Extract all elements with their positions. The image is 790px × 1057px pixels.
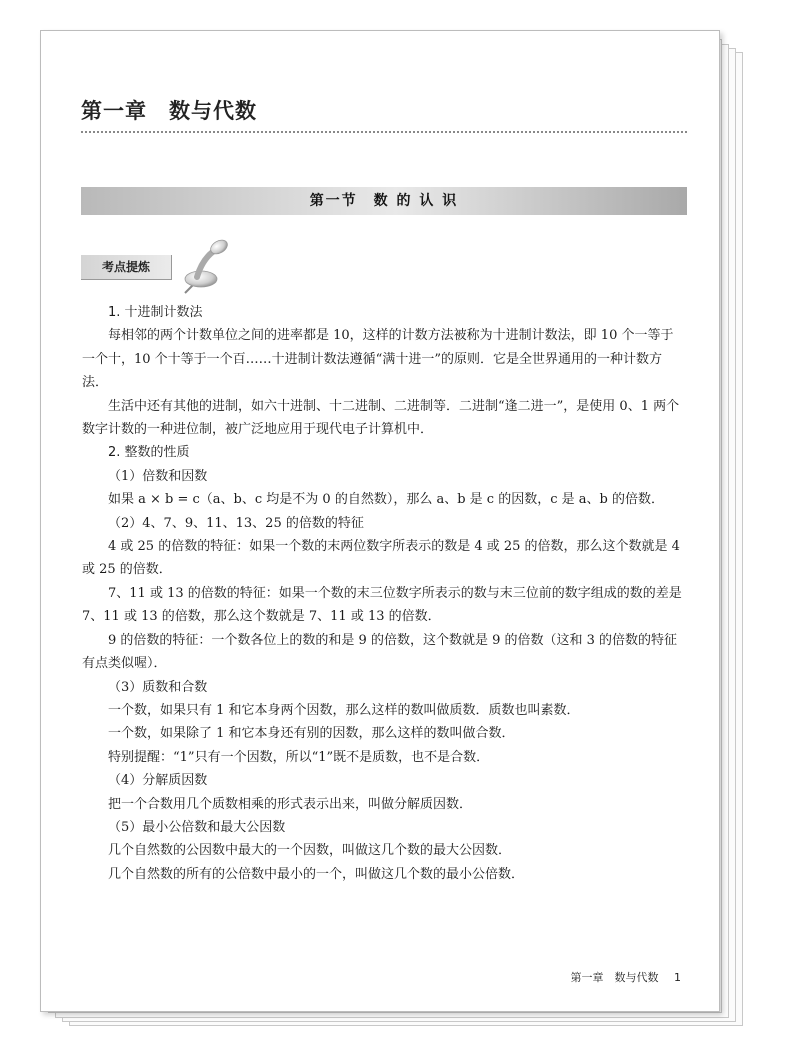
subtopic-heading: （3）质数和合数 bbox=[108, 679, 208, 695]
paragraph: 7、11 或 13 的倍数的特征：如果一个数的末三位数字所表示的数与末三位前的数字组成的数的差是 7、11 或 13 的倍数，那么这个数就是 7、11 或 13 的倍数． bbox=[82, 585, 682, 625]
paragraph: 特别提醒：“1”只有一个因数，所以“1”既不是质数，也不是合数． bbox=[108, 749, 490, 765]
paragraph: 如果 a × b = c（a、b、c 均是不为 0 的自然数），那么 a、b 是 c 的因数，c 是 a、b 的倍数． bbox=[108, 492, 664, 508]
paragraph: 一个数，如果除了 1 和它本身还有别的因数，那么这样的数叫做合数． bbox=[108, 726, 515, 742]
subtopic-heading: （2）4、7、9、11、13、25 的倍数的特征 bbox=[108, 515, 364, 531]
paragraph: 每相邻的两个计数单位之间的进率都是 10，这样的计数方法被称为十进制计数法，即 10 个一等于一个十，10 个十等于一个百……十进制计数法遵循“满十进一”的原则．它是全世界通用的一种计数方法． bbox=[82, 328, 674, 391]
section-banner bbox=[81, 187, 687, 215]
chapter-divider bbox=[81, 131, 687, 133]
section-title: 第一节 数 的 认 识 bbox=[309, 193, 459, 209]
paragraph: 生活中还有其他的进制，如六十进制、十二进制、二进制等．二进制“逢二进一”，是使用 0、1 两个数字计数的一种进位制，被广泛地应用于现代电子计算机中． bbox=[82, 398, 680, 438]
paragraph: 4 或 25 的倍数的特征：如果一个数的末两位数字所表示的数是 4 或 25 的倍数，那么这个数就是 4 或 25 的倍数． bbox=[82, 539, 680, 578]
paragraph: 9 的倍数的特征：一个数各位上的数的和是 9 的倍数，这个数就是 9 的倍数（这和 3 的倍数的特征有点类似喔）． bbox=[82, 632, 678, 672]
pushpin-icon bbox=[173, 235, 233, 295]
subtopic-heading: （1）倍数和因数 bbox=[108, 468, 208, 484]
footer-chapter-label: 第一章 数与代数 bbox=[570, 971, 659, 984]
chapter-title: 第一章 数与代数 bbox=[81, 99, 257, 123]
paragraph: 几个自然数的所有的公倍数中最小的一个，叫做这几个数的最小公倍数． bbox=[108, 866, 525, 882]
subtopic-heading: （4）分解质因数 bbox=[108, 773, 208, 789]
paragraph: 把一个合数用几个质数相乘的形式表示出来，叫做分解质因数． bbox=[108, 796, 473, 812]
subtopic-heading: （5）最小公倍数和最大公因数 bbox=[108, 819, 286, 835]
topic-heading: 1. 十进制计数法 bbox=[108, 305, 203, 320]
topic-heading: 2. 整数的性质 bbox=[108, 445, 190, 461]
key-points-label: 考点提炼 bbox=[101, 260, 150, 274]
page-number: 1 bbox=[674, 971, 681, 984]
paragraph: 几个自然数的公因数中最大的一个因数，叫做这几个数的最大公因数． bbox=[108, 843, 512, 859]
book-page bbox=[40, 30, 720, 1012]
body-text bbox=[82, 301, 686, 886]
page-footer bbox=[565, 969, 682, 985]
key-points-box bbox=[81, 255, 172, 280]
paragraph: 一个数，如果只有 1 和它本身两个因数，那么这样的数叫做质数．质数也叫素数． bbox=[108, 702, 580, 718]
